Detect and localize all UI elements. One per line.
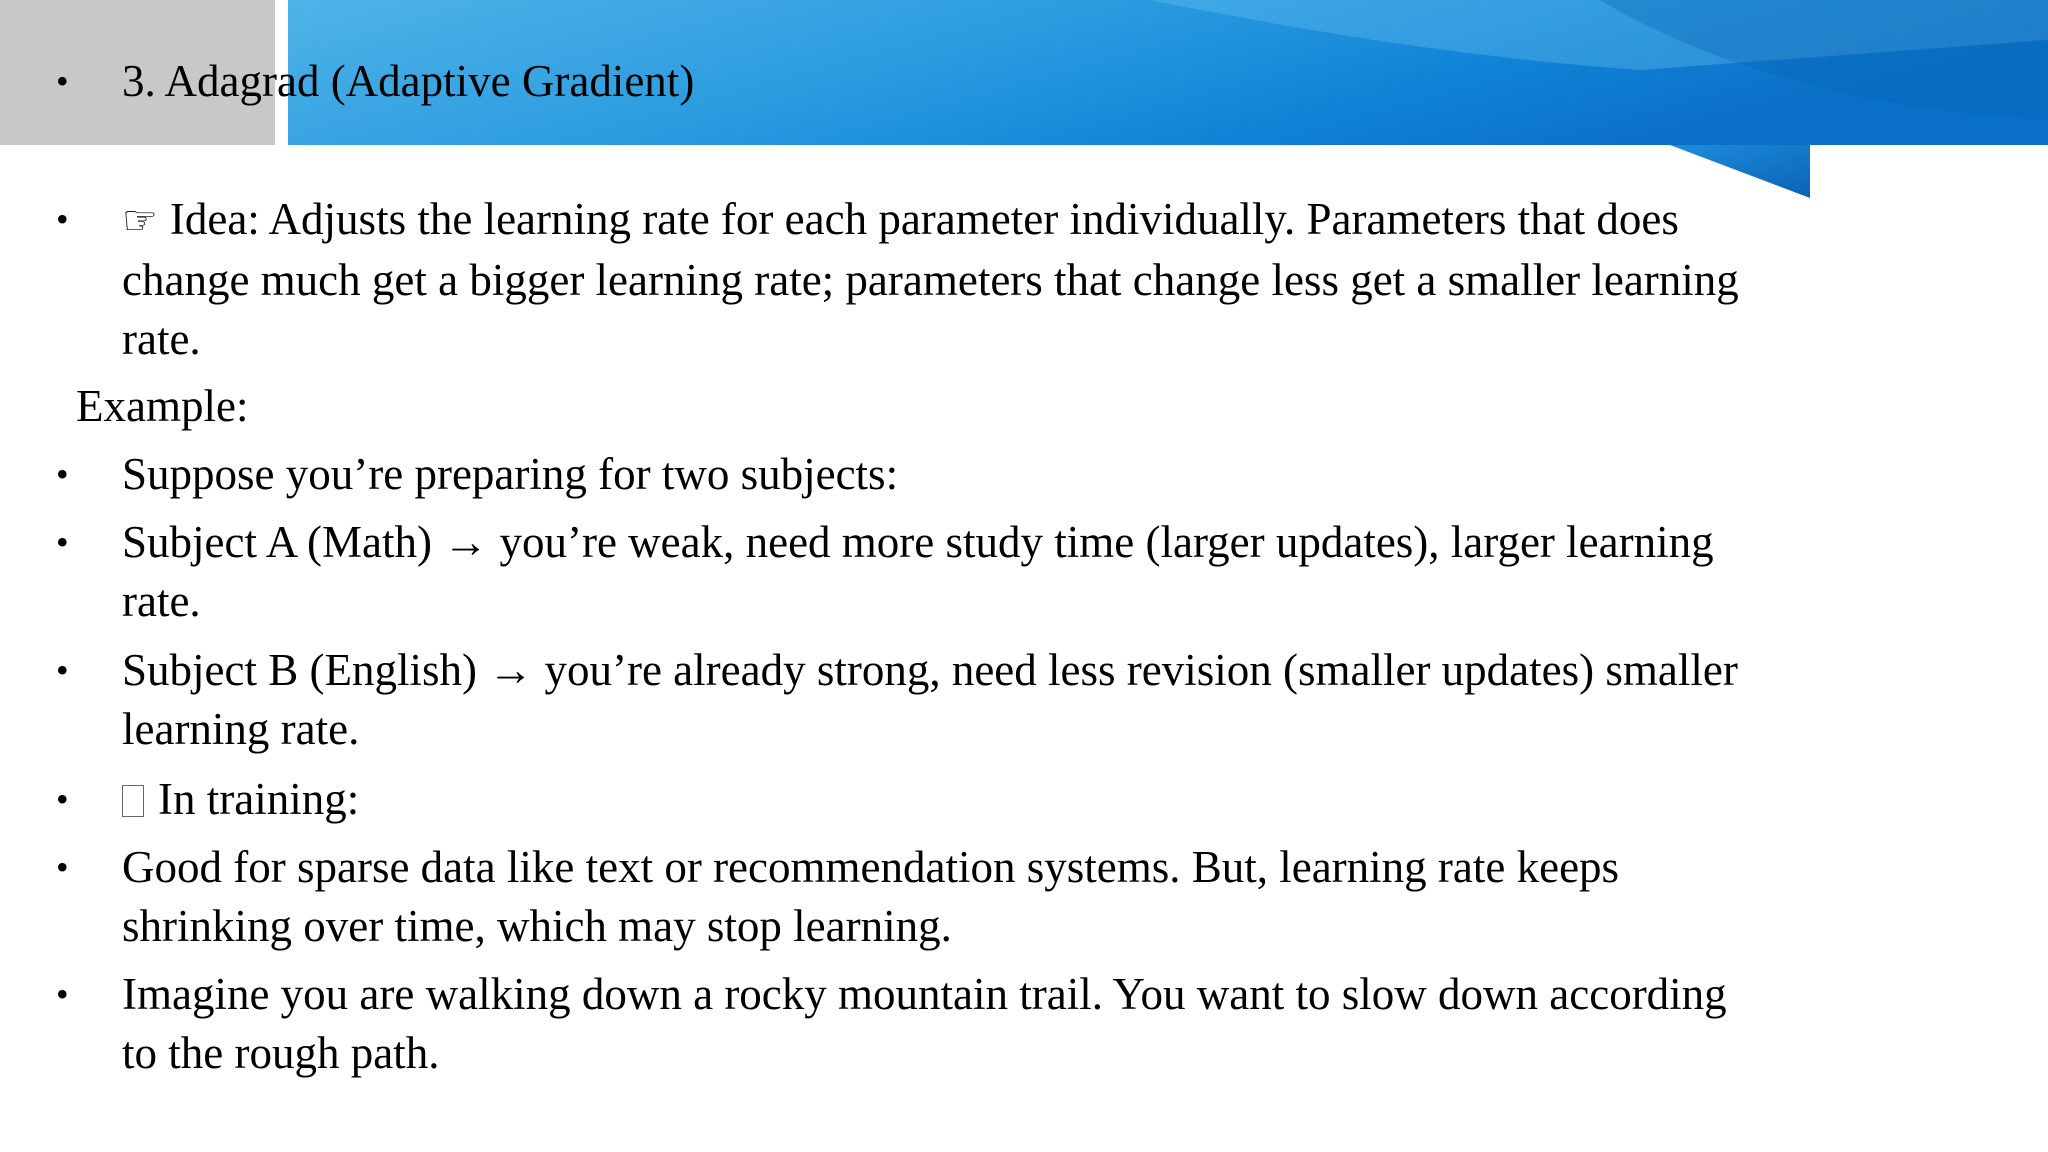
list-item-line2: rate. xyxy=(122,576,201,626)
bullet-marker: • xyxy=(56,61,69,101)
idea-text-line1: Idea: Adjusts the learning rate for each parameter individually. Parameters that does xyxy=(169,194,1679,244)
bullet-marker: • xyxy=(56,522,69,562)
bullet-marker: • xyxy=(56,454,69,494)
example-label: Example: xyxy=(76,381,249,431)
idea-text-line3: rate. xyxy=(122,314,201,364)
slide-title: 3. Adagrad (Adaptive Gradient) xyxy=(122,56,695,106)
list-item-line1: Suppose you’re preparing for two subjects: xyxy=(122,449,899,499)
bullet-marker: • xyxy=(56,974,69,1014)
list-item-line1: In training: xyxy=(158,774,360,824)
bullet-marker: • xyxy=(56,779,69,819)
bullet-marker: • xyxy=(56,847,69,887)
bullet-marker: • xyxy=(56,199,69,239)
list-item-line1: Subject B (English) → you’re already strong, need less revision (smaller updates) smaller xyxy=(122,645,1738,695)
bullet-marker: • xyxy=(56,650,69,690)
list-item-line1: Good for sparse data like text or recommendation systems. But, learning rate keeps xyxy=(122,842,1620,892)
list-item-line2: to the rough path. xyxy=(122,1028,440,1078)
pointing-hand-icon: ☞ xyxy=(122,198,158,244)
list-item-line2: shrinking over time, which may stop learning. xyxy=(122,901,952,951)
list-item-line1: Subject A (Math) → you’re weak, need more study time (larger updates), larger learning xyxy=(122,517,1714,567)
list-item-line1: Imagine you are walking down a rocky mountain trail. You want to slow down according xyxy=(122,969,1727,1019)
list-item-line2: learning rate. xyxy=(122,704,360,754)
missing-glyph-icon xyxy=(122,785,144,817)
idea-text-line2: change much get a bigger learning rate; parameters that change less get a smaller learning xyxy=(122,255,1739,305)
